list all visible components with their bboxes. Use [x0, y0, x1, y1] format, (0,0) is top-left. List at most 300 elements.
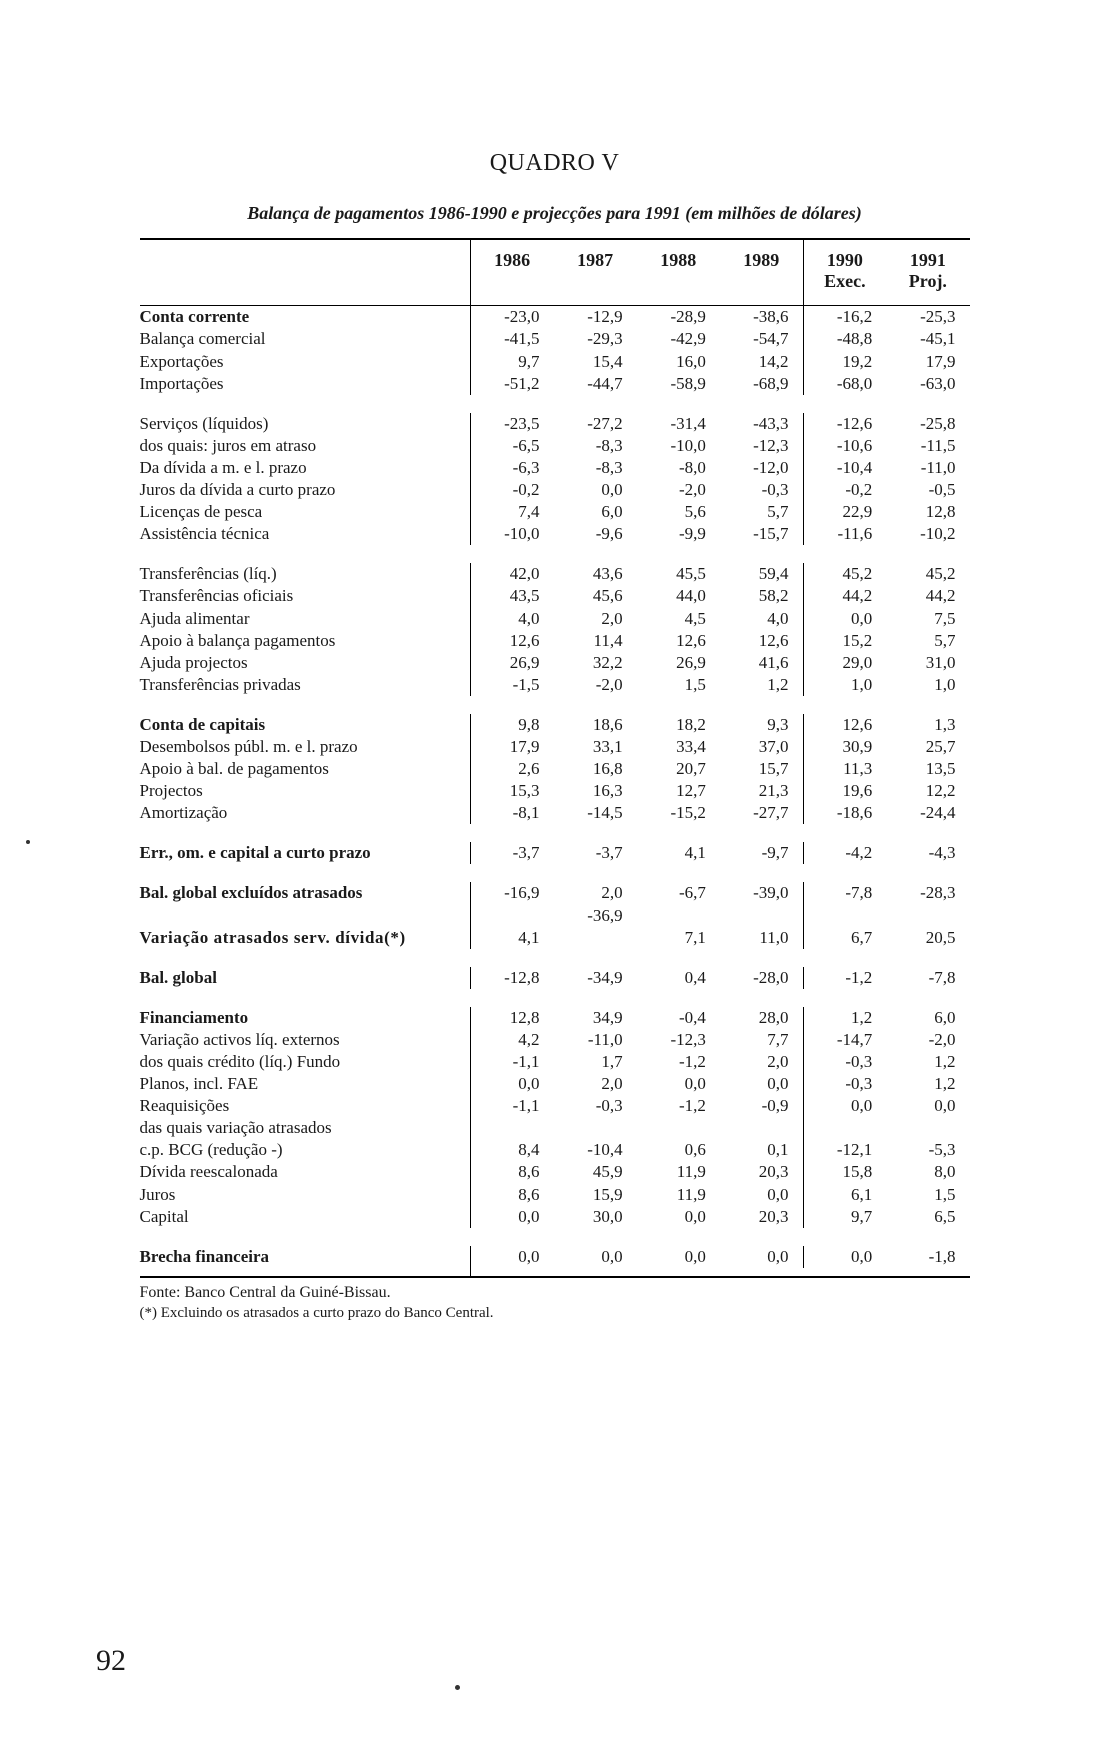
cell-1990: -0,3 [803, 1073, 886, 1095]
source-note: Fonte: Banco Central da Guiné-Bissau. [139, 1283, 391, 1301]
cell-1990: 12,6 [803, 714, 886, 736]
cell-1989: -15,7 [753, 524, 789, 544]
cell-1988: -12,3 [670, 1029, 706, 1049]
cell-1990: -11,6 [803, 523, 886, 545]
cell-1987: -27,2 [587, 413, 623, 433]
cell-1988: 4,1 [684, 843, 706, 863]
row-label: Capital [139, 1206, 189, 1226]
cell-1990: -7,8 [803, 882, 886, 904]
table-row [140, 585, 970, 607]
cell-1988: -31,4 [670, 413, 706, 433]
cell-1986: -12,8 [470, 967, 553, 989]
cell-1986 [470, 905, 553, 927]
cell-1987: -9,6 [595, 524, 623, 544]
row-label: Amortização [139, 803, 228, 823]
cell-1986: 4,0 [470, 608, 553, 630]
table-row [140, 373, 970, 395]
cell-1991: 6,5 [934, 1206, 956, 1226]
cell-1991: -25,3 [920, 307, 956, 327]
footnote: (*) Excluindo os atrasados a curto prazo do Banco Central. [139, 1305, 494, 1322]
table-row [140, 882, 970, 904]
page-artifact-dot [26, 840, 30, 844]
page-number: 92 [96, 1644, 126, 1677]
cell-1986 [470, 1117, 553, 1139]
cell-1991: -28,3 [920, 883, 956, 903]
cell-1988: -15,2 [670, 803, 706, 823]
cell-1989: 20,3 [758, 1162, 789, 1182]
cell-1989: 1,2 [767, 674, 789, 694]
row-label: c.p. BCG (redução -) [139, 1140, 283, 1160]
table-row [140, 758, 970, 780]
cell-1989: -54,7 [753, 329, 789, 349]
cell-1988: -28,9 [670, 307, 706, 327]
cell-1988: -9,9 [678, 524, 706, 544]
cell-1988: 1,5 [684, 674, 706, 694]
cell-1988: -58,9 [670, 373, 706, 393]
table-spacer-row [140, 395, 970, 413]
cell-1986: -3,7 [470, 842, 553, 864]
cell-1989: 59,4 [758, 564, 789, 584]
table-spacer-row [140, 989, 970, 1007]
cell-1990: 0,0 [803, 1246, 886, 1268]
cell-1988: 0,4 [684, 967, 706, 987]
cell-1986: 4,2 [470, 1029, 553, 1051]
cell-1989: 20,3 [758, 1206, 789, 1226]
cell-1991: 1,5 [934, 1184, 956, 1204]
table-row [140, 842, 970, 864]
table-caption: Balança de pagamentos 1986-1990 e projecções para 1991 (em milhões de dólares) [247, 203, 862, 223]
cell-1988: 7,1 [684, 927, 706, 947]
table-row [140, 1095, 970, 1117]
row-label: Variação activos líq. externos [139, 1029, 340, 1049]
cell-1986: 8,4 [470, 1139, 553, 1161]
cell-1987: -8,3 [595, 457, 623, 477]
row-label: Juros da dívida a curto prazo [139, 480, 336, 500]
row-label: Transferências privadas [139, 674, 301, 694]
cell-1989: 14,2 [758, 351, 789, 371]
cell-1991: 0,0 [934, 1096, 956, 1116]
row-label: Brecha financeira [139, 1246, 270, 1266]
cell-1988: 11,9 [676, 1162, 706, 1182]
cell-1987: 0,0 [601, 1246, 623, 1266]
cell-1986: -0,2 [470, 479, 553, 501]
cell-1991: 1,3 [934, 714, 956, 734]
cell-1987: 18,6 [592, 714, 623, 734]
cell-1989: 21,3 [758, 781, 789, 801]
cell-1986: -16,9 [470, 882, 553, 904]
cell-1990: -4,2 [803, 842, 886, 864]
table-row [140, 1073, 970, 1095]
cell-1989: 0,0 [767, 1184, 789, 1204]
column-header-1990: 1990 Exec. [803, 239, 886, 306]
cell-1991: 8,0 [934, 1162, 956, 1182]
cell-1989: -43,3 [753, 413, 789, 433]
table-row [140, 927, 970, 949]
cell-1991: 7,5 [934, 608, 956, 628]
table-row [140, 1139, 970, 1161]
cell-1986: 7,4 [470, 501, 553, 523]
cell-1990: -18,6 [803, 802, 886, 824]
cell-1987: 0,0 [601, 480, 623, 500]
cell-1988: 0,6 [684, 1140, 706, 1160]
cell-1988: 12,7 [676, 781, 706, 801]
cell-1987: 11,4 [593, 630, 623, 650]
cell-1990: 45,2 [803, 563, 886, 585]
table-spacer-row [140, 864, 970, 882]
cell-1991: -4,3 [928, 843, 956, 863]
cell-1990: -1,2 [803, 967, 886, 989]
cell-1987 [553, 1117, 636, 1139]
column-header-1986: 1986 [470, 239, 553, 306]
cell-1989: 41,6 [758, 652, 789, 672]
cell-1991 [886, 905, 969, 927]
cell-1990: 0,0 [803, 1095, 886, 1117]
cell-1988: 0,0 [684, 1246, 706, 1266]
column-header-blank [140, 239, 471, 306]
cell-1991: 1,2 [934, 1052, 956, 1071]
cell-1986: 42,0 [470, 563, 553, 585]
row-label: Da dívida a m. e l. prazo [139, 457, 307, 477]
cell-1986: 9,7 [470, 351, 553, 373]
cell-1991: 12,8 [925, 502, 956, 522]
table-row [140, 501, 970, 523]
table-row [140, 1117, 970, 1139]
cell-1991: -45,1 [920, 329, 956, 349]
cell-1986: 26,9 [470, 652, 553, 674]
table-spacer-row [140, 696, 970, 714]
cell-1991: -63,0 [920, 373, 956, 393]
cell-1989: 28,0 [758, 1007, 789, 1027]
cell-1989: 2,0 [767, 1052, 789, 1071]
table-spacer-row [140, 1228, 970, 1246]
cell-1987: -14,5 [587, 803, 623, 823]
cell-1989: 7,7 [767, 1029, 789, 1049]
table-row [140, 905, 970, 927]
cell-1987: 2,0 [601, 1074, 623, 1094]
cell-1991 [886, 1117, 969, 1139]
cell-1988: 20,7 [676, 759, 706, 779]
cell-1986: -23,0 [470, 306, 553, 329]
cell-1990: 6,7 [803, 927, 886, 949]
cell-1988 [637, 1117, 720, 1139]
balance-of-payments-table [140, 238, 970, 1278]
table-row [140, 523, 970, 545]
cell-1987: -10,4 [587, 1140, 623, 1160]
table-row [140, 1051, 970, 1073]
cell-1987: 1,7 [601, 1052, 623, 1071]
cell-1989: -68,9 [753, 373, 789, 393]
cell-1989: -28,0 [753, 967, 789, 987]
cell-1989: -0,9 [761, 1096, 789, 1116]
cell-1991: -25,8 [920, 413, 956, 433]
cell-1989: -12,3 [753, 435, 789, 455]
cell-1991: 5,7 [934, 630, 956, 650]
cell-1988: -6,7 [678, 883, 706, 903]
table-row [140, 306, 970, 329]
table-spacer-row [140, 545, 970, 563]
column-header-1987: 1987 [553, 239, 636, 306]
cell-1986: 8,6 [470, 1161, 553, 1183]
cell-1990: 29,0 [803, 652, 886, 674]
cell-1989: 5,7 [767, 502, 789, 522]
cell-1986: 0,0 [470, 1073, 553, 1095]
cell-1991: 20,5 [925, 927, 956, 947]
cell-1988: 33,4 [676, 736, 706, 756]
cell-1986: 4,1 [470, 927, 553, 949]
cell-1987: 15,4 [592, 351, 623, 371]
cell-1986: 12,6 [470, 630, 553, 652]
table-row [140, 435, 970, 457]
table-row [140, 1184, 970, 1206]
cell-1988: -0,4 [678, 1007, 706, 1027]
cell-1990: -0,3 [803, 1051, 886, 1073]
cell-1987 [553, 927, 636, 949]
cell-1986: -6,3 [470, 457, 553, 479]
table-row [140, 351, 970, 373]
cell-1987: -34,9 [587, 967, 623, 987]
cell-1990: -10,4 [803, 457, 886, 479]
cell-1989: 0,1 [767, 1140, 789, 1160]
cell-1987: 2,0 [601, 883, 623, 903]
table-row [140, 1007, 970, 1029]
row-label: Conta corrente [139, 307, 250, 327]
cell-1989: -38,6 [753, 307, 789, 327]
cell-1991: 1,2 [934, 1074, 956, 1094]
cell-1989: 0,0 [767, 1246, 789, 1266]
cell-1988 [637, 905, 720, 927]
cell-1989: 11,0 [759, 927, 789, 947]
table-spacer-row [140, 824, 970, 842]
cell-1991: 45,2 [925, 564, 956, 584]
cell-1989: 15,7 [758, 759, 789, 779]
cell-1988: -10,0 [670, 435, 706, 455]
cell-1988: 44,0 [676, 586, 706, 606]
column-header-1991: 1991 Proj. [886, 239, 969, 306]
table-row [140, 802, 970, 824]
cell-1991: -5,3 [928, 1140, 956, 1160]
cell-1990: 9,7 [803, 1206, 886, 1228]
cell-1986: 17,9 [470, 736, 553, 758]
table-row [140, 563, 970, 585]
cell-1987: -11,0 [587, 1029, 623, 1049]
table-bottom-rule [140, 1268, 970, 1277]
cell-1986: -41,5 [470, 328, 553, 350]
cell-1988: 12,6 [676, 630, 706, 650]
cell-1990 [803, 905, 886, 927]
cell-1987: 16,3 [592, 781, 623, 801]
cell-1991: 1,0 [934, 674, 956, 694]
cell-1991: 31,0 [925, 652, 956, 672]
row-label: Reaquisições [139, 1096, 230, 1116]
cell-1987: 45,9 [592, 1162, 623, 1182]
cell-1991: 6,0 [934, 1007, 956, 1027]
cell-1988: -42,9 [670, 329, 706, 349]
cell-1991: 25,7 [925, 736, 956, 756]
row-label: Desembolsos públ. m. e l. prazo [139, 736, 358, 756]
cell-1986: -10,0 [470, 523, 553, 545]
row-label: Transferências (líq.) [139, 564, 277, 584]
row-label: Bal. global excluídos atrasados [139, 883, 363, 903]
cell-1986: 0,0 [470, 1206, 553, 1228]
table-row [140, 328, 970, 350]
row-label [140, 905, 471, 927]
cell-1987: 33,1 [592, 736, 623, 756]
cell-1987: 45,6 [592, 586, 623, 606]
row-label: Balança comercial [139, 329, 266, 349]
row-label: Financiamento [139, 1007, 249, 1027]
cell-1986: 15,3 [470, 780, 553, 802]
row-label: Licenças de pesca [139, 502, 263, 522]
cell-1989: -27,7 [753, 803, 789, 823]
cell-1988: -1,2 [678, 1096, 706, 1116]
page-title: QUADRO V [489, 150, 620, 176]
column-header-1988: 1988 [637, 239, 720, 306]
cell-1990: 15,2 [803, 630, 886, 652]
cell-1990: -10,6 [803, 435, 886, 457]
cell-1990: 15,8 [803, 1161, 886, 1183]
cell-1989 [720, 905, 803, 927]
cell-1990: 1,0 [803, 674, 886, 696]
cell-1988: 16,0 [676, 351, 706, 371]
row-label: Projectos [139, 781, 203, 801]
table-row [140, 780, 970, 802]
cell-1989: 58,2 [758, 586, 789, 606]
cell-1991: -24,4 [920, 803, 956, 823]
table-row [140, 1206, 970, 1228]
table-row [140, 1029, 970, 1051]
document-page [0, 150, 1109, 1750]
cell-1989: -12,0 [753, 457, 789, 477]
cell-1986: -51,2 [470, 373, 553, 395]
cell-1990: 22,9 [803, 501, 886, 523]
cell-1987: 6,0 [601, 502, 623, 522]
table-row [140, 413, 970, 435]
table-row [140, 608, 970, 630]
cell-1991: -11,5 [920, 435, 956, 455]
cell-1987: -3,7 [595, 843, 623, 863]
cell-1987: 34,9 [592, 1007, 623, 1027]
table-row [140, 674, 970, 696]
cell-1986: 9,8 [470, 714, 553, 736]
cell-1987: 32,2 [592, 652, 623, 672]
cell-1990: -16,2 [803, 306, 886, 329]
cell-1988: 0,0 [684, 1206, 706, 1226]
cell-1988: -1,2 [678, 1052, 706, 1071]
row-label: dos quais crédito (líq.) Fundo [139, 1052, 341, 1071]
cell-1987: 2,0 [601, 608, 623, 628]
cell-1990: -68,0 [803, 373, 886, 395]
table-row [140, 630, 970, 652]
table-spacer-row [140, 949, 970, 967]
row-label: Ajuda projectos [139, 652, 248, 672]
cell-1986: 8,6 [470, 1184, 553, 1206]
cell-1987: -44,7 [587, 373, 623, 393]
cell-1987: -29,3 [587, 329, 623, 349]
row-label: Exportações [139, 351, 224, 371]
cell-1991: 13,5 [925, 759, 956, 779]
cell-1987: 16,8 [592, 759, 623, 779]
cell-1990: 0,0 [803, 608, 886, 630]
page-artifact-dot-2 [455, 1685, 460, 1690]
cell-1986: 43,5 [470, 585, 553, 607]
table-row [140, 736, 970, 758]
cell-1989: 0,0 [767, 1074, 789, 1094]
cell-1986: -1,1 [470, 1051, 553, 1073]
row-label: Apoio à balança pagamentos [139, 630, 336, 650]
cell-1986: -1,5 [470, 674, 553, 696]
cell-1990: 44,2 [803, 585, 886, 607]
cell-1986: 2,6 [470, 758, 553, 780]
cell-1991: -2,0 [928, 1029, 956, 1049]
table-body [140, 306, 970, 1277]
row-label: Conta de capitais [139, 714, 266, 734]
row-label: Apoio à bal. de pagamentos [139, 759, 329, 779]
cell-1991: -1,8 [928, 1246, 956, 1266]
cell-1987: -36,9 [587, 905, 623, 925]
table-row [140, 714, 970, 736]
cell-1991: -10,2 [920, 524, 956, 544]
cell-1991: 17,9 [925, 351, 956, 371]
cell-1991: 12,2 [925, 781, 956, 801]
table-row [140, 652, 970, 674]
row-label: Variação atrasados serv. dívida(*) [139, 928, 406, 948]
row-label: Bal. global [139, 967, 217, 987]
cell-1988: 18,2 [676, 714, 706, 734]
row-label: Juros [139, 1184, 176, 1204]
cell-1986: 0,0 [470, 1246, 553, 1268]
cell-1987: -8,3 [595, 435, 623, 455]
table-row [140, 457, 970, 479]
cell-1990: -0,2 [803, 479, 886, 501]
table-row [140, 1246, 970, 1268]
row-label: Planos, incl. FAE [139, 1074, 259, 1094]
cell-1986: -1,1 [470, 1095, 553, 1117]
row-label: dos quais: juros em atraso [139, 435, 317, 455]
cell-1990: -12,6 [803, 413, 886, 435]
cell-1990 [803, 1117, 886, 1139]
cell-1989: 12,6 [758, 630, 789, 650]
cell-1991: 44,2 [925, 586, 956, 606]
cell-1987: -2,0 [595, 674, 623, 694]
row-label: Err., om. e capital a curto prazo [139, 843, 371, 863]
cell-1987: -12,9 [587, 307, 623, 327]
cell-1990: 6,1 [803, 1184, 886, 1206]
cell-1990: 1,2 [803, 1007, 886, 1029]
cell-1989: -39,0 [753, 883, 789, 903]
cell-1990: -48,8 [803, 328, 886, 350]
row-label: Serviços (líquidos) [139, 413, 269, 433]
cell-1988: -2,0 [678, 480, 706, 500]
cell-1991: -0,5 [928, 480, 956, 500]
cell-1991: -11,0 [920, 457, 956, 477]
row-label: Importações [139, 373, 224, 393]
cell-1988: 0,0 [684, 1074, 706, 1094]
cell-1986: -23,5 [470, 413, 553, 435]
row-label: Transferências oficiais [139, 586, 294, 606]
table-notes [140, 1282, 970, 1324]
cell-1987: 30,0 [592, 1206, 623, 1226]
cell-1987: 15,9 [592, 1184, 623, 1204]
cell-1987: -0,3 [595, 1096, 623, 1116]
cell-1988: -8,0 [678, 457, 706, 477]
cell-1988: 26,9 [676, 652, 706, 672]
table-row [140, 1161, 970, 1183]
cell-1990: 30,9 [803, 736, 886, 758]
row-label: Dívida reescalonada [139, 1162, 278, 1182]
cell-1988: 4,5 [684, 608, 706, 628]
cell-1987: 43,6 [592, 564, 623, 584]
cell-1989 [720, 1117, 803, 1139]
